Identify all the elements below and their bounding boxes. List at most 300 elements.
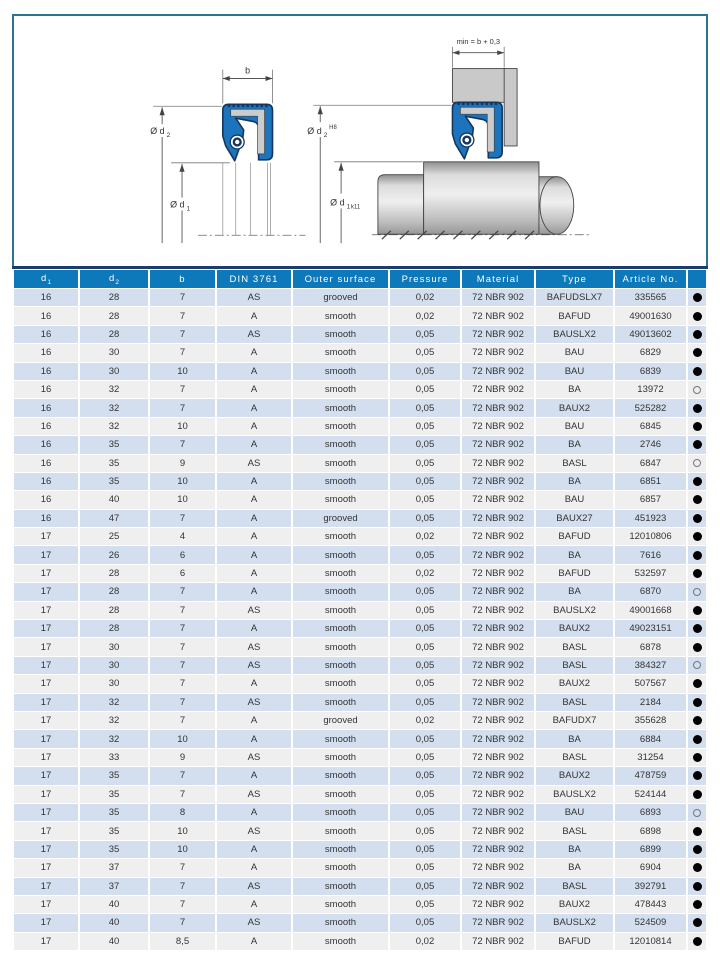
table-cell: AS [217, 822, 291, 839]
table-cell: 524144 [615, 786, 686, 803]
table-row [14, 418, 706, 435]
table-cell: 0,05 [390, 859, 460, 876]
table-cell: smooth [293, 565, 388, 582]
table-cell: 28 [80, 289, 148, 306]
table-cell: 7 [150, 602, 215, 619]
table-cell: 13972 [615, 381, 686, 398]
table-cell: 28 [80, 620, 148, 637]
table-cell: 17 [14, 786, 78, 803]
availability-cell [688, 289, 706, 306]
availability-dot [693, 882, 702, 891]
table-cell: 16 [14, 363, 78, 380]
table-cell: 35 [80, 841, 148, 858]
table-cell: 2184 [615, 694, 686, 711]
arrow-icon [452, 50, 459, 55]
table-cell: grooved [293, 510, 388, 527]
table-cell: 72 NBR 902 [462, 749, 534, 766]
table-cell: BA [536, 859, 613, 876]
table-cell: A [217, 712, 291, 729]
table-cell: 0,05 [390, 473, 460, 490]
table-cell: smooth [293, 804, 388, 821]
table-cell: 72 NBR 902 [462, 841, 534, 858]
availability-cell [688, 694, 706, 711]
table-cell: 35 [80, 436, 148, 453]
table-row [14, 363, 706, 380]
table-cell: 16 [14, 418, 78, 435]
table-cell: 0,05 [390, 767, 460, 784]
availability-cell [688, 418, 706, 435]
seal-cross-section [223, 104, 273, 161]
table-cell: A [217, 399, 291, 416]
availability-dot [693, 495, 702, 504]
col-header-material: Material [462, 270, 534, 288]
table-cell: 6 [150, 546, 215, 563]
table-cell: 35 [80, 822, 148, 839]
table-row [14, 307, 706, 324]
table-cell: 0,05 [390, 418, 460, 435]
table-row [14, 767, 706, 784]
table-cell: 507567 [615, 675, 686, 692]
table-cell: smooth [293, 528, 388, 545]
table-cell: 0,05 [390, 730, 460, 747]
table-cell: 0,05 [390, 694, 460, 711]
d2h8-label-sup: H8 [329, 125, 337, 132]
table-cell: 0,05 [390, 326, 460, 343]
table-cell: smooth [293, 914, 388, 931]
table-cell: 16 [14, 381, 78, 398]
table-cell: 7 [150, 694, 215, 711]
table-cell: 4 [150, 528, 215, 545]
table-cell: 17 [14, 546, 78, 563]
table-cell: 6829 [615, 344, 686, 361]
col-header-d1: $d_1$ [14, 270, 78, 288]
table-cell: 28 [80, 602, 148, 619]
availability-dot [693, 551, 702, 560]
availability-dot [693, 348, 702, 357]
table-cell: A [217, 381, 291, 398]
table-cell: 17 [14, 896, 78, 913]
table-cell: 72 NBR 902 [462, 473, 534, 490]
availability-dot [693, 918, 702, 927]
table-cell: 72 NBR 902 [462, 344, 534, 361]
min-dim-label: min = b + 0,3 [456, 36, 501, 46]
table-cell: 7 [150, 878, 215, 895]
table-cell: 35 [80, 767, 148, 784]
table-cell: smooth [293, 675, 388, 692]
table-cell: BAFUDX7 [536, 712, 613, 729]
availability-dot [693, 422, 702, 431]
table-cell: 7 [150, 896, 215, 913]
availability-dot [693, 809, 701, 817]
table-cell: 16 [14, 436, 78, 453]
table-cell: A [217, 767, 291, 784]
table-cell: 7 [150, 583, 215, 600]
arrow-icon [179, 164, 184, 172]
table-cell: 37 [80, 878, 148, 895]
availability-cell [688, 491, 706, 508]
table-cell: 72 NBR 902 [462, 307, 534, 324]
table-cell: smooth [293, 786, 388, 803]
table-row [14, 749, 706, 766]
d1-label-sub: 1 [186, 205, 191, 213]
table-cell: 0,02 [390, 289, 460, 306]
availability-dot [693, 312, 702, 321]
table-cell: 0,05 [390, 344, 460, 361]
table-cell: BAFUD [536, 565, 613, 582]
availability-dot [693, 569, 702, 578]
table-cell: 72 NBR 902 [462, 620, 534, 637]
table-cell: 6857 [615, 491, 686, 508]
table-cell: 10 [150, 730, 215, 747]
table-cell: BAFUD [536, 307, 613, 324]
availability-cell [688, 675, 706, 692]
table-cell: 0,05 [390, 786, 460, 803]
table-cell: 72 NBR 902 [462, 326, 534, 343]
table-cell: 392791 [615, 878, 686, 895]
table-cell: 32 [80, 418, 148, 435]
table-cell: AS [217, 326, 291, 343]
table-cell: BAUSLX2 [536, 326, 613, 343]
table-row [14, 896, 706, 913]
d1-label: Ø d [170, 199, 185, 210]
table-cell: BASL [536, 694, 613, 711]
table-cell: 72 NBR 902 [462, 399, 534, 416]
table-cell: A [217, 804, 291, 821]
availability-cell [688, 786, 706, 803]
table-cell: 0,05 [390, 841, 460, 858]
availability-dot [693, 735, 702, 744]
table-cell: 32 [80, 381, 148, 398]
table-cell: BAFUD [536, 528, 613, 545]
table-cell: 7 [150, 638, 215, 655]
table-cell: 16 [14, 455, 78, 472]
seal-drawing [14, 16, 706, 266]
d1k11-label-tol: k11 [351, 204, 361, 211]
table-row [14, 878, 706, 895]
table-cell: 7 [150, 307, 215, 324]
table-cell: 40 [80, 914, 148, 931]
table-cell: 6847 [615, 455, 686, 472]
table-cell: A [217, 565, 291, 582]
table-cell: 0,02 [390, 528, 460, 545]
availability-cell [688, 565, 706, 582]
table-cell: 16 [14, 491, 78, 508]
table-cell: 72 NBR 902 [462, 510, 534, 527]
table-cell: smooth [293, 491, 388, 508]
table-cell: smooth [293, 749, 388, 766]
table-cell: 0,05 [390, 583, 460, 600]
table-cell: 6851 [615, 473, 686, 490]
table-cell: smooth [293, 583, 388, 600]
table-cell: 10 [150, 418, 215, 435]
table-cell: 17 [14, 822, 78, 839]
availability-dot [693, 477, 702, 486]
table-cell: 17 [14, 712, 78, 729]
table-row [14, 399, 706, 416]
table-cell: 2746 [615, 436, 686, 453]
table-cell: 72 NBR 902 [462, 859, 534, 876]
availability-dot [693, 753, 702, 762]
table-row [14, 381, 706, 398]
table-cell: smooth [293, 602, 388, 619]
table-cell: AS [217, 914, 291, 931]
table-cell: 0,05 [390, 804, 460, 821]
availability-dot [693, 790, 702, 799]
table-cell: 7 [150, 344, 215, 361]
availability-dot [693, 679, 702, 688]
table-cell: smooth [293, 326, 388, 343]
table-cell: 72 NBR 902 [462, 675, 534, 692]
availability-dot [693, 827, 702, 836]
table-cell: smooth [293, 878, 388, 895]
availability-dot [693, 386, 701, 394]
table-cell: 7 [150, 712, 215, 729]
availability-dot [693, 440, 702, 449]
table-cell: 7616 [615, 546, 686, 563]
table-cell: BAFUD [536, 933, 613, 950]
d2-label: Ø d [150, 126, 165, 137]
table-cell: 0,05 [390, 914, 460, 931]
table-cell: 40 [80, 896, 148, 913]
table-cell: 6899 [615, 841, 686, 858]
availability-cell [688, 307, 706, 324]
table-cell: 17 [14, 638, 78, 655]
arrow-icon [339, 163, 344, 171]
table-cell: 7 [150, 767, 215, 784]
table-cell: 0,05 [390, 657, 460, 674]
table-cell: 26 [80, 546, 148, 563]
table-cell: 17 [14, 583, 78, 600]
table-cell: 9 [150, 455, 215, 472]
table-cell: 72 NBR 902 [462, 896, 534, 913]
table-cell: A [217, 307, 291, 324]
table-cell: 17 [14, 767, 78, 784]
table-row [14, 436, 706, 453]
seal-spec-table [12, 269, 708, 951]
availability-cell [688, 822, 706, 839]
table-cell: A [217, 344, 291, 361]
availability-cell [688, 841, 706, 858]
availability-cell [688, 326, 706, 343]
table-row [14, 491, 706, 508]
col-header-pressure: Pressure [390, 270, 460, 288]
table-cell: 478443 [615, 896, 686, 913]
table-cell: BAUSLX2 [536, 914, 613, 931]
table-row [14, 620, 706, 637]
table-cell: A [217, 730, 291, 747]
table-cell: 0,05 [390, 675, 460, 692]
table-cell: 30 [80, 363, 148, 380]
table-cell: 72 NBR 902 [462, 694, 534, 711]
table-cell: 30 [80, 638, 148, 655]
table-cell: 16 [14, 326, 78, 343]
col-header-d2: $d_2$ [80, 270, 148, 288]
table-cell: smooth [293, 363, 388, 380]
table-row [14, 528, 706, 545]
table-cell: smooth [293, 822, 388, 839]
table-cell: 32 [80, 399, 148, 416]
table-cell: 0,05 [390, 510, 460, 527]
table-cell: BAUX2 [536, 399, 613, 416]
table-cell: BASL [536, 878, 613, 895]
table-cell: smooth [293, 620, 388, 637]
housing-block [452, 69, 505, 103]
table-cell: 72 NBR 902 [462, 602, 534, 619]
availability-dot [693, 404, 702, 413]
availability-cell [688, 344, 706, 361]
table-cell: 35 [80, 804, 148, 821]
availability-dot [693, 643, 702, 652]
d2-label-sub: 2 [166, 132, 171, 140]
housing-leg [504, 69, 517, 146]
table-cell: 17 [14, 730, 78, 747]
availability-dot [693, 459, 701, 467]
table-cell: 32 [80, 712, 148, 729]
table-cell: BASL [536, 749, 613, 766]
table-cell: BAUSLX2 [536, 786, 613, 803]
table-row [14, 602, 706, 619]
availability-dot [693, 937, 702, 946]
table-cell: 0,02 [390, 712, 460, 729]
table-cell: 0,05 [390, 491, 460, 508]
table-cell: 72 NBR 902 [462, 546, 534, 563]
table-cell: 6 [150, 565, 215, 582]
table-cell: 28 [80, 326, 148, 343]
table-cell: 17 [14, 914, 78, 931]
table-cell: BAU [536, 363, 613, 380]
table-cell: 0,02 [390, 565, 460, 582]
arrow-icon [318, 106, 323, 114]
availability-cell [688, 528, 706, 545]
table-cell: 6893 [615, 804, 686, 821]
table-cell: BA [536, 473, 613, 490]
table-cell: smooth [293, 546, 388, 563]
table-cell: AS [217, 749, 291, 766]
table-cell: smooth [293, 933, 388, 950]
table-cell: 72 NBR 902 [462, 804, 534, 821]
table-cell: smooth [293, 473, 388, 490]
table-cell: BA [536, 841, 613, 858]
table-cell: 7 [150, 399, 215, 416]
table-row [14, 455, 706, 472]
table-cell: 49023151 [615, 620, 686, 637]
mounted-seal-cross-section [452, 102, 502, 159]
table-cell: 524509 [615, 914, 686, 931]
table-cell: 49013602 [615, 326, 686, 343]
availability-cell [688, 804, 706, 821]
table-cell: 32 [80, 694, 148, 711]
table-cell: 7 [150, 914, 215, 931]
availability-cell [688, 657, 706, 674]
availability-dot [693, 624, 702, 633]
table-cell: 25 [80, 528, 148, 545]
table-cell: 478759 [615, 767, 686, 784]
table-cell: 6898 [615, 822, 686, 839]
table-cell: AS [217, 878, 291, 895]
table-cell: 33 [80, 749, 148, 766]
table-cell: BAUX2 [536, 620, 613, 637]
table-row [14, 344, 706, 361]
table-cell: AS [217, 289, 291, 306]
table-cell: BAUSLX2 [536, 602, 613, 619]
availability-cell [688, 510, 706, 527]
availability-dot [693, 863, 702, 872]
table-cell: A [217, 546, 291, 563]
table-cell: AS [217, 455, 291, 472]
table-cell: AS [217, 657, 291, 674]
table-row [14, 933, 706, 950]
table-cell: 72 NBR 902 [462, 786, 534, 803]
table-cell: 17 [14, 620, 78, 637]
table-cell: 7 [150, 859, 215, 876]
table-cell: smooth [293, 841, 388, 858]
availability-cell [688, 620, 706, 637]
table-cell: 16 [14, 399, 78, 416]
availability-cell [688, 712, 706, 729]
availability-dot [693, 698, 702, 707]
table-cell: 72 NBR 902 [462, 638, 534, 655]
d2h8-label-sub: 2 [323, 132, 328, 140]
table-cell: AS [217, 694, 291, 711]
table-cell: 7 [150, 436, 215, 453]
table-cell: 31254 [615, 749, 686, 766]
table-cell: 384327 [615, 657, 686, 674]
table-cell: 0,05 [390, 399, 460, 416]
table-cell: 49001668 [615, 602, 686, 619]
table-cell: 28 [80, 307, 148, 324]
table-cell: 17 [14, 694, 78, 711]
table-cell: 17 [14, 675, 78, 692]
table-cell: BASL [536, 822, 613, 839]
table-row [14, 510, 706, 527]
table-cell: BASL [536, 638, 613, 655]
availability-dot [693, 532, 702, 541]
table-cell: 0,05 [390, 822, 460, 839]
table-cell: 10 [150, 841, 215, 858]
table-cell: 72 NBR 902 [462, 914, 534, 931]
table-cell: A [217, 583, 291, 600]
table-cell: A [217, 510, 291, 527]
arrow-icon [223, 76, 230, 81]
table-cell: 451923 [615, 510, 686, 527]
availability-cell [688, 399, 706, 416]
table-cell: 0,05 [390, 878, 460, 895]
table-row [14, 841, 706, 858]
table-cell: 525282 [615, 399, 686, 416]
availability-cell [688, 473, 706, 490]
table-row [14, 473, 706, 490]
table-cell: BAUX2 [536, 767, 613, 784]
table-cell: BA [536, 583, 613, 600]
table-cell: 8,5 [150, 933, 215, 950]
table-row [14, 565, 706, 582]
table-cell: 7 [150, 510, 215, 527]
table-cell: 16 [14, 473, 78, 490]
table-cell: 7 [150, 381, 215, 398]
table-cell: 28 [80, 565, 148, 582]
table-cell: smooth [293, 638, 388, 655]
availability-dot [693, 900, 702, 909]
table-cell: 72 NBR 902 [462, 363, 534, 380]
arrow-icon [160, 107, 165, 115]
d1k11-label: Ø d [330, 197, 345, 208]
availability-cell [688, 730, 706, 747]
table-cell: 35 [80, 786, 148, 803]
table-row [14, 326, 706, 343]
col-header-din: DIN 3761 [217, 270, 291, 288]
table-cell: 0,05 [390, 363, 460, 380]
table-cell: 6845 [615, 418, 686, 435]
